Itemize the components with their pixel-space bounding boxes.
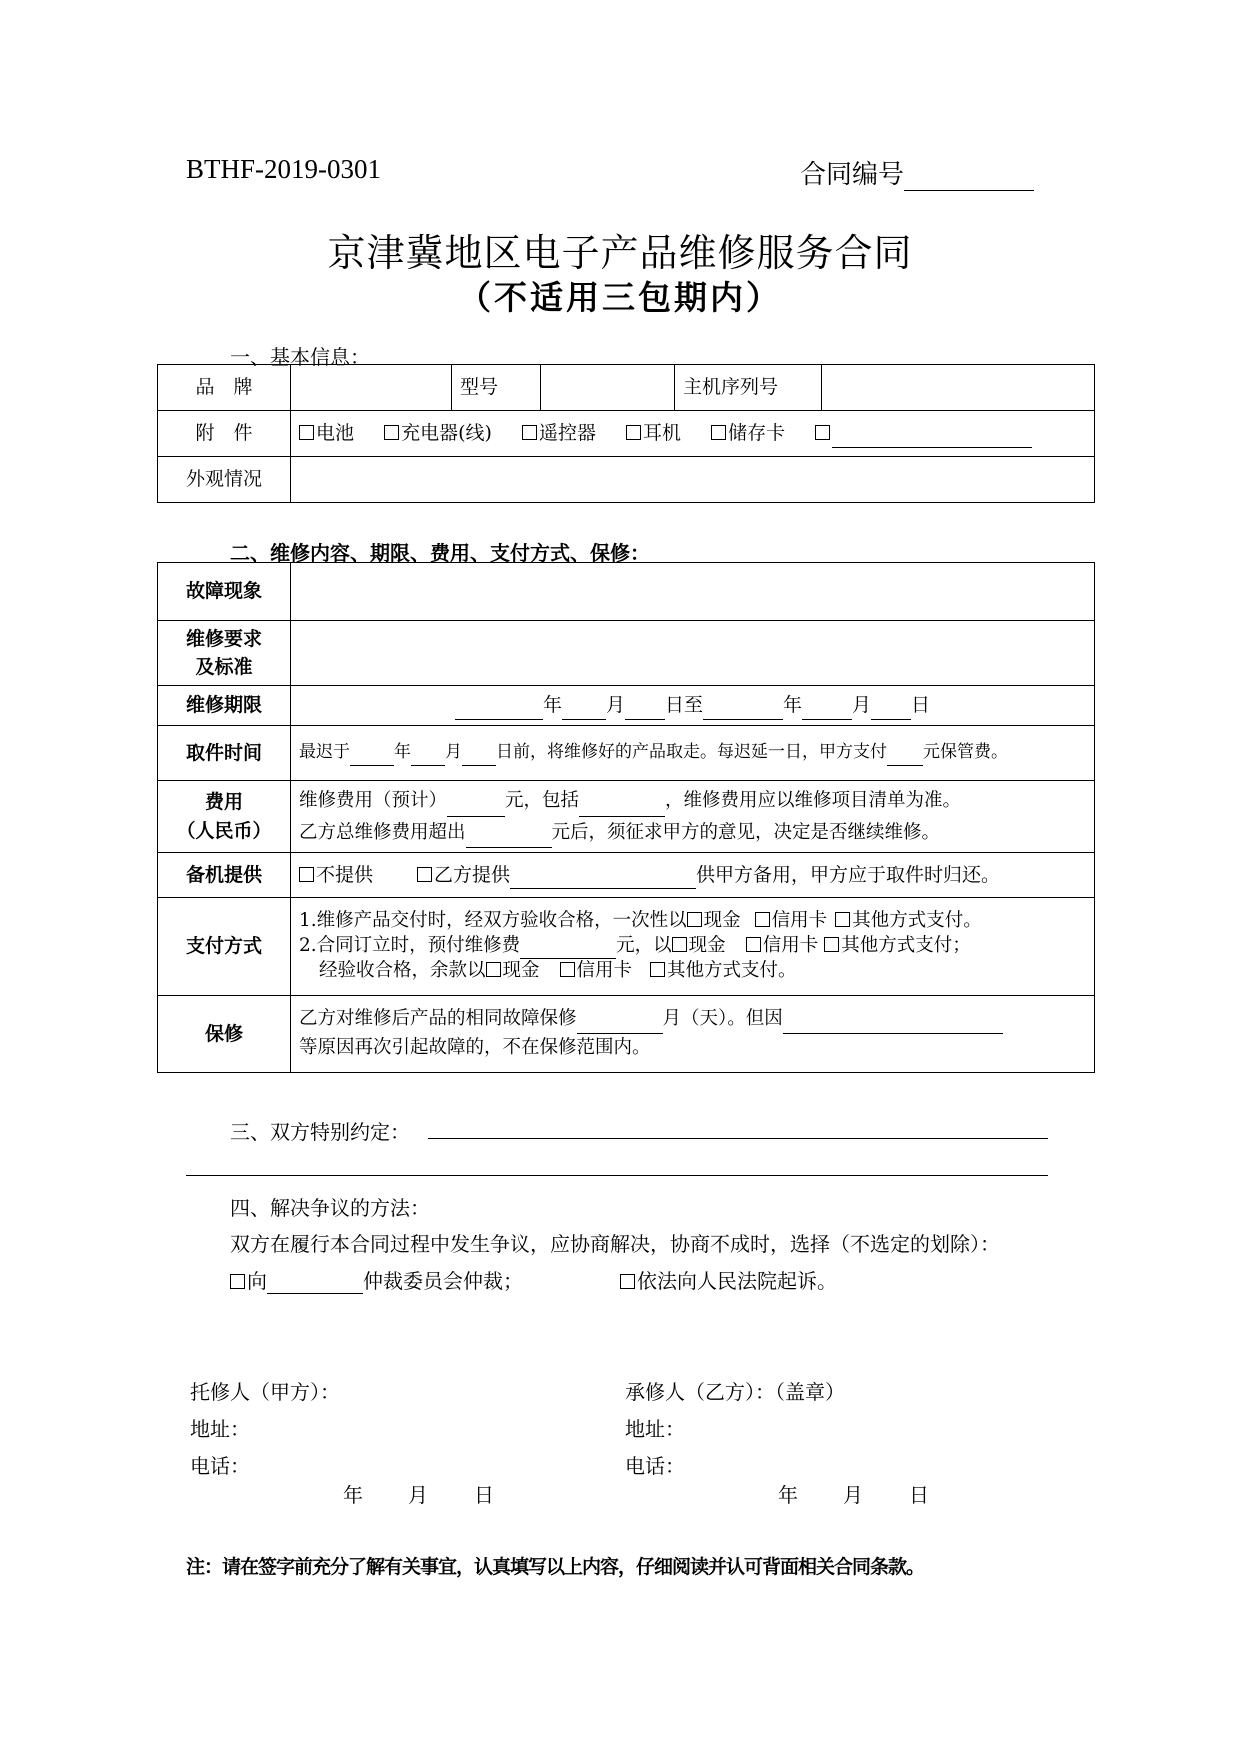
special-agreement-line[interactable]: [428, 1138, 1048, 1139]
arbitration-checkbox[interactable]: [230, 1274, 245, 1289]
other-accessory-checkbox[interactable]: [815, 425, 830, 440]
fee-field: [291, 781, 1095, 853]
blank[interactable]: [783, 1013, 1003, 1034]
option-text: 依法向人民法院起诉。: [637, 1269, 837, 1293]
period-text: 年: [542, 694, 562, 717]
appearance-field[interactable]: [291, 457, 1095, 503]
serial-field[interactable]: [822, 365, 1095, 411]
credit-card-checkbox[interactable]: [746, 937, 761, 952]
period-text: 日: [911, 694, 931, 717]
other-payment-checkbox[interactable]: [650, 962, 665, 977]
date-day: 日: [909, 1483, 929, 1507]
footnote: 注：请在签字前充分了解有关事宜，认真填写以上内容，仔细阅读并认可背面相关合同条款。: [186, 1556, 925, 1578]
backup-label: 备机提供: [158, 853, 291, 898]
arbitration-option: [230, 1265, 523, 1294]
fee-label: [158, 781, 291, 853]
fault-label: 故障现象: [158, 563, 291, 621]
blank[interactable]: [871, 699, 911, 720]
fee-label-line2: （人民币）: [176, 819, 272, 842]
accessory-label: 附 件: [158, 411, 291, 457]
brand-field[interactable]: [291, 365, 452, 411]
phone-label: 电话：: [625, 1454, 685, 1478]
blank[interactable]: [520, 938, 616, 959]
backup-text: 供甲方备用，甲方应于取件时归还。: [696, 863, 1001, 886]
address-label: 地址：: [190, 1417, 250, 1441]
warranty-text: 乙方对维修后产品的相同故障保修: [299, 1008, 577, 1030]
blank[interactable]: [267, 1273, 363, 1294]
period-text: 月: [852, 694, 872, 717]
pickup-text: 元保管费。: [923, 742, 1008, 763]
payment-text: 信用卡: [762, 935, 819, 957]
battery-checkbox[interactable]: [299, 425, 314, 440]
pickup-text: 年: [394, 742, 411, 763]
blank[interactable]: [887, 745, 923, 766]
option-text: 向: [247, 1269, 267, 1293]
payment-text: 其他方式支付。: [667, 959, 797, 981]
appearance-label: 外观情况: [158, 457, 291, 503]
blank[interactable]: [462, 745, 496, 766]
blank[interactable]: [703, 699, 783, 720]
payment-text: 现金: [688, 935, 726, 957]
repair-terms-table: [157, 562, 1095, 1073]
no-backup-checkbox[interactable]: [299, 867, 314, 882]
court-checkbox[interactable]: [620, 1274, 635, 1289]
backup-text: 乙方提供: [434, 863, 511, 886]
pickup-text: 日前，将维修好的产品取走。每迟延一日，甲方支付: [496, 742, 887, 763]
fault-field[interactable]: [291, 563, 1095, 621]
party-b-label: 承修人（乙方）：（盖章）: [625, 1380, 845, 1404]
fee-text: 维修费用（预计）: [299, 790, 448, 812]
blank[interactable]: [562, 699, 606, 720]
warranty-field: [291, 996, 1095, 1073]
date-month: 月: [408, 1483, 428, 1507]
blank[interactable]: [510, 868, 696, 889]
backup-text: 不提供: [316, 863, 374, 886]
fee-text: 元后，须征求甲方的意见，决定是否继续维修。: [551, 821, 941, 843]
payment-text: 其他方式支付。: [852, 910, 982, 932]
party-a-label: 托修人（甲方）：: [190, 1380, 340, 1404]
date-year: 年: [343, 1483, 363, 1507]
payment-field: [291, 898, 1095, 996]
blank[interactable]: [625, 699, 665, 720]
period-text: 年: [783, 694, 803, 717]
backup-provided-checkbox[interactable]: [417, 867, 432, 882]
section1-heading: 一、基本信息：: [230, 345, 370, 369]
pickup-text: 月: [445, 742, 462, 763]
payment-text: 信用卡: [576, 959, 633, 981]
payment-text: 信用卡: [771, 910, 828, 932]
payment-text: 现金: [703, 910, 741, 932]
serial-label: 主机序列号: [675, 365, 822, 411]
date-year: 年: [778, 1483, 798, 1507]
earphone-checkbox[interactable]: [626, 425, 641, 440]
court-option: [620, 1265, 837, 1294]
accessory-options: [291, 411, 1095, 457]
requirement-label-line2: 及标准: [195, 656, 253, 678]
basic-info-table: [157, 364, 1095, 503]
warranty-text: 月（天）。但因: [662, 1008, 783, 1030]
backup-field: [291, 853, 1095, 898]
accessory-option: 充电器(线): [401, 422, 492, 445]
brand-label: 品 牌: [158, 365, 291, 411]
period-label: 维修期限: [158, 686, 291, 726]
warranty-label: 保修: [158, 996, 291, 1073]
pickup-label: 取件时间: [158, 726, 291, 781]
payment-text: 2.合同订立时，预付维修费: [299, 935, 521, 957]
credit-card-checkbox[interactable]: [755, 912, 770, 927]
blank[interactable]: [579, 796, 665, 817]
blank[interactable]: [447, 796, 505, 817]
cash-checkbox[interactable]: [672, 937, 687, 952]
document-subtitle: （不适用三包期内）: [458, 278, 782, 317]
section3-heading: 三、双方特别约定：: [230, 1120, 410, 1144]
blank[interactable]: [577, 1013, 663, 1034]
option-text: 仲裁委员会仲裁；: [363, 1269, 523, 1293]
period-field: [291, 686, 1095, 726]
section2-heading: 二、维修内容、期限、费用、支付方式、保修：: [230, 541, 650, 565]
requirement-field[interactable]: [291, 621, 1095, 686]
cash-checkbox[interactable]: [687, 912, 702, 927]
date-month: 月: [843, 1483, 863, 1507]
credit-card-checkbox[interactable]: [560, 962, 575, 977]
blank[interactable]: [350, 745, 394, 766]
memory-card-checkbox[interactable]: [711, 425, 726, 440]
form-code: BTHF-2019-0301: [186, 154, 381, 184]
special-agreement-line[interactable]: [186, 1175, 1048, 1176]
contract-number-blank[interactable]: [904, 164, 1034, 191]
address-label: 地址：: [625, 1417, 685, 1441]
warranty-text: 等原因再次引起故障的，不在保修范围内。: [299, 1037, 651, 1058]
requirement-label: [158, 621, 291, 686]
model-label: 型号: [452, 365, 541, 411]
blank[interactable]: [411, 745, 445, 766]
pickup-text: 最迟于: [299, 742, 350, 763]
remote-checkbox[interactable]: [522, 425, 537, 440]
accessory-option: 储存卡: [728, 422, 786, 445]
payment-text: 其他方式支付；: [841, 935, 971, 957]
payment-text: 现金: [502, 959, 540, 981]
fee-text: 乙方总维修费用超出: [299, 821, 466, 843]
payment-text: 经验收合格，余款以: [319, 959, 486, 981]
pickup-field: [291, 726, 1095, 781]
document-title: 京津冀地区电子产品维修服务合同: [327, 231, 913, 275]
section4-heading: 四、解决争议的方法：: [230, 1196, 430, 1220]
payment-text: 1.维修产品交付时，经双方验收合格，一次性以: [299, 910, 687, 932]
period-text: 日至: [664, 694, 703, 717]
date-day: 日: [474, 1483, 494, 1507]
payment-label: 支付方式: [158, 898, 291, 996]
contract-number-field: [800, 154, 1034, 191]
requirement-label-line1: 维修要求: [185, 627, 262, 650]
accessory-option: 遥控器: [538, 422, 596, 445]
model-field[interactable]: [541, 365, 675, 411]
contract-number-label: 合同编号: [800, 160, 905, 190]
charger-checkbox[interactable]: [384, 425, 399, 440]
fee-label-line1: 费用: [204, 791, 243, 813]
blank[interactable]: [466, 827, 552, 848]
fee-text: ，维修费用应以维修项目清单为准。: [665, 790, 962, 812]
other-accessory-blank[interactable]: [832, 427, 1032, 448]
accessory-option: 电池: [316, 422, 355, 445]
other-payment-checkbox[interactable]: [835, 912, 850, 927]
accessory-option: 耳机: [643, 422, 682, 445]
phone-label: 电话：: [190, 1454, 250, 1478]
blank[interactable]: [455, 699, 543, 720]
period-text: 月: [605, 694, 625, 717]
other-payment-checkbox[interactable]: [824, 937, 839, 952]
cash-checkbox[interactable]: [486, 962, 501, 977]
blank[interactable]: [802, 699, 852, 720]
dispute-text: 双方在履行本合同过程中发生争议，应协商解决，协商不成时，选择（不选定的划除）：: [230, 1232, 1000, 1256]
payment-text: 元，以: [616, 935, 672, 957]
fee-text: 元，包括: [505, 790, 580, 812]
